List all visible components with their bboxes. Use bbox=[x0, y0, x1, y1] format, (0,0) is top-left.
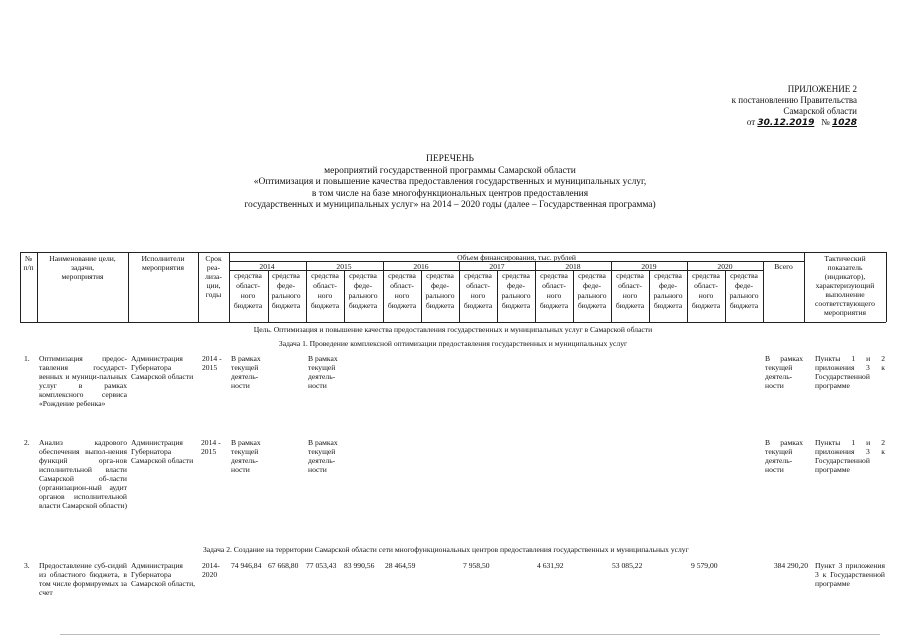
row-value-regional: 53 085,22 bbox=[612, 561, 643, 570]
row-executor: Администрация Губернатора Самарской области, bbox=[131, 561, 196, 588]
task2-line: Задача 2. Создание на территории Самарской области сети многофункциональных центров предоставления государственных и муниципальных услуг bbox=[203, 545, 689, 554]
subheader-regional-budget: средства област- ного бюджета bbox=[615, 271, 645, 310]
row-value-2016-regional: 77 053,43 bbox=[306, 561, 337, 570]
goal-line: Цель. Оптимизация и повышение качества предоставления государственных и муниципальных услуг в Самарской области bbox=[253, 325, 653, 334]
year-header-2020: 2020 bbox=[717, 262, 733, 271]
subheader-regional-budget: средства област- ного бюджета bbox=[691, 271, 721, 310]
title-line: в том числе на базе многофункциональных центров предоставления bbox=[311, 188, 589, 199]
row-value-2019-regional: 7 958,50 bbox=[463, 561, 490, 570]
header-executors: Исполнители мероприятия bbox=[141, 254, 185, 272]
header-no: № п/п bbox=[23, 254, 34, 272]
row-2015-value: В рамках текущей деятель-ности bbox=[308, 438, 338, 474]
row-indicator: Пункты 1 и 2 приложения 3 к Государственной программе bbox=[815, 354, 885, 390]
appendix-title: ПРИЛОЖЕНИЕ 2 bbox=[787, 84, 857, 94]
appendix-block bbox=[732, 84, 857, 129]
row-name: Анализ кадрового обеспечения выпол-нения функций орга-нов исполнительной власти Самарской об-ласти (организацион-ный аудит органов исполнительной власти Самарской области) bbox=[39, 438, 127, 510]
row-name: Оптимизация предос-тавления государст-венных и муници-пальных услуг в рамках комплексного сервиса «Рождение ребенка» bbox=[39, 354, 127, 408]
appendix-date-line: от 30.12.2019 № 1028 bbox=[746, 117, 857, 128]
title-heading: ПЕРЕЧЕНЬ bbox=[425, 154, 475, 164]
row-value-2020-regional: 4 631,92 bbox=[537, 561, 564, 570]
scan-edge-line bbox=[60, 634, 880, 635]
year-header-2017: 2017 bbox=[489, 262, 505, 271]
row-executor: Администрация Губернатора Самарской области bbox=[131, 438, 194, 465]
row-2014-value: В рамках текущей деятель-ности bbox=[231, 354, 261, 390]
year-header-2014: 2014 bbox=[259, 262, 275, 271]
row-indicator: Пункты 1 и 2 приложения 3 к Государственной программе bbox=[815, 438, 885, 474]
handwritten-number: 1028 bbox=[831, 118, 857, 128]
subheader-regional-budget: средства област- ного бюджета bbox=[310, 271, 340, 310]
subheader-regional-budget: средства област- ного бюджета bbox=[463, 271, 493, 310]
row-value-regional: 9 579,00 bbox=[691, 561, 718, 570]
title-line: мероприятий государственной программы Самарской области bbox=[324, 165, 576, 176]
row-number: 1. bbox=[24, 354, 30, 363]
subheader-federal-budget: средства феде- рального бюджета bbox=[729, 271, 759, 310]
row-total: 384 290,20 bbox=[773, 561, 808, 570]
row-number: 2. bbox=[24, 438, 30, 447]
year-header-2018: 2018 bbox=[565, 262, 581, 271]
row-2014-value: В рамках текущей деятель-ности bbox=[231, 438, 261, 474]
row-name: Предоставление суб-сидий из областного бюджета, в том числе формируемых за счет bbox=[39, 561, 127, 597]
row-value-2018-regional: 28 464,59 bbox=[385, 561, 416, 570]
year-header-2015: 2015 bbox=[336, 262, 352, 271]
row-value-2014-regional: 74 946,84 bbox=[231, 561, 262, 570]
year-header-2016: 2016 bbox=[413, 262, 429, 271]
row-2015-value: В рамках текущей деятель-ности bbox=[308, 354, 338, 390]
row-value-2015-regional: 67 668,80 bbox=[268, 561, 299, 570]
subheader-regional-budget: средства област- ного бюджета bbox=[539, 271, 569, 310]
document-title bbox=[130, 154, 770, 212]
row-executor: Администрация Губернатора Самарской области bbox=[131, 354, 194, 381]
row-number: 3. bbox=[24, 561, 30, 570]
year-header-2019: 2019 bbox=[641, 262, 657, 271]
row-term: 2014 - 2015 bbox=[202, 354, 222, 372]
row-indicator: Пункт 3 приложения 3 к Государственной программе bbox=[815, 561, 885, 588]
handwritten-date: 30.12.2019 bbox=[757, 118, 815, 128]
subheader-federal-budget: средства феде- рального бюджета bbox=[348, 271, 378, 310]
subheader-federal-budget: средства феде- рального бюджета bbox=[271, 271, 301, 310]
subheader-federal-budget: средства феде- рального бюджета bbox=[577, 271, 607, 310]
header-term: Срок реа- лиза- ции, годы bbox=[205, 254, 222, 299]
appendix-line: Самарской области bbox=[783, 106, 857, 116]
header-total: Всего bbox=[774, 262, 793, 271]
row-value-2017-regional: 83 990,56 bbox=[344, 561, 375, 570]
header-name: Наименование цели, задачи, мероприятия bbox=[49, 254, 116, 281]
subheader-federal-budget: средства феде- рального бюджета bbox=[501, 271, 531, 310]
title-line: «Оптимизация и повышение качества предоставления государственных и муниципальных услуг, bbox=[253, 177, 647, 187]
subheader-federal-budget: средства феде- рального бюджета bbox=[653, 271, 683, 310]
appendix-line: к постановлению Правительства bbox=[731, 95, 857, 105]
task1-line: Задача 1. Проведение комплексной оптимизации предоставления государственных и муниципальных услуг bbox=[278, 339, 628, 348]
header-financing: Объем финансирования, тыс. рублей bbox=[457, 253, 576, 262]
header-indicator: Тактический показатель (индикатор), характеризующий выполнение соответствующего мероприятия bbox=[815, 254, 875, 317]
row-total: В рамках текущей деятель-ности bbox=[765, 438, 803, 474]
subheader-regional-budget: средства област- ного бюджета bbox=[387, 271, 417, 310]
row-total: В рамках текущей деятель-ности bbox=[765, 354, 803, 390]
subheader-regional-budget: средства област- ного бюджета bbox=[233, 271, 263, 310]
row-term: 2014 - 2015 bbox=[201, 438, 221, 456]
title-line: государственных и муниципальных услуг» на 2014 – 2020 годы (далее – Государственная программа) bbox=[244, 200, 656, 210]
row-term: 2014-2020 bbox=[202, 561, 220, 579]
subheader-federal-budget: средства феде- рального бюджета bbox=[425, 271, 455, 310]
